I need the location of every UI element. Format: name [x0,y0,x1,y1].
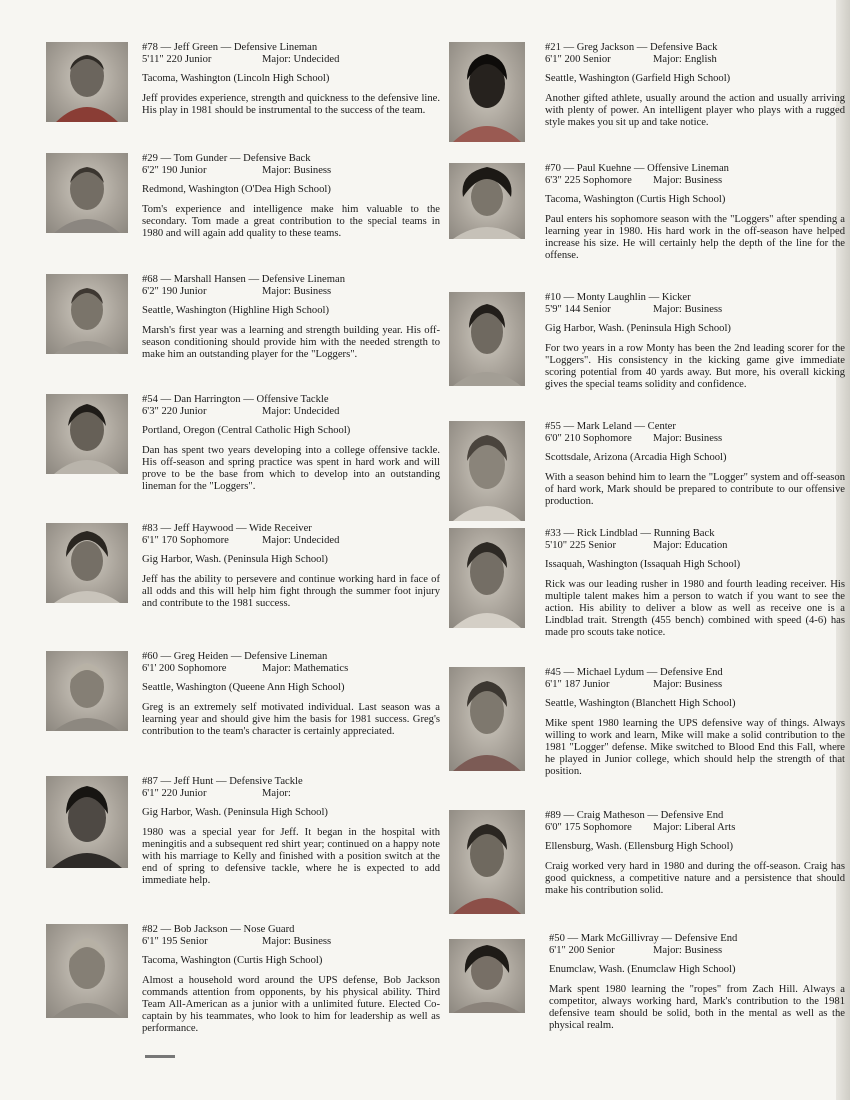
player-heading: #83 — Jeff Haywood — Wide Receiver [142,523,312,534]
player-major: Major: Business [262,286,332,298]
player-heading: #33 — Rick Lindblad — Running Back [545,528,715,539]
player-major: Major: Business [262,165,332,177]
stats-value: 6'1" 170 Sophomore [142,535,229,547]
player-hometown: Seattle, Washington (Blanchett High School) [545,698,736,710]
player-heading: #70 — Paul Kuehne — Offensive Lineman [545,163,729,174]
player-heading: #60 — Greg Heiden — Defensive Lineman [142,651,328,662]
player-description: For two years in a row Monty has been the 2nd leading scorer for the "Loggers". His consistency in the kicking game give immediate scoring potential from 40 yards away. But more, his overall kicking gives the special teams solidity and confidence. [545,342,845,391]
player-hometown: Tacoma, Washington (Lincoln High School) [142,73,330,85]
stats-value: 6'3" 225 Sophomore [545,175,632,187]
player-description: Paul enters his sophomore season with the "Loggers" after spending a learning year in 1980. His hard work in the off-season have helped increase his size. He will certainly help the depth of the line for the offense. [545,213,845,262]
player-description: Tom's experience and intelligence make him valuable to the secondary. Tom made a great contribution to the special teams in 1980 and will again add quality to these teams. [142,203,440,240]
player-portrait-icon [449,939,525,1013]
player-stats [142,54,440,66]
player-major: Major: Business [653,679,723,691]
player-description: Greg is an extremely self motivated individual. Last season was a learning year and should give him the basis for 1981 success. Greg's contribution to the team's character is certainly appreciated. [142,701,440,738]
player-heading: #78 — Jeff Green — Defensive Lineman [142,42,318,53]
player-description: Craig worked very hard in 1980 and during the off-season. Craig has good quickness, a competitive nature and a persistence that should make his contribution solid. [545,860,845,897]
player-stats [545,679,845,691]
page-smudge [145,1055,175,1058]
player-major: Major: Business [653,945,723,957]
player-portrait-icon [46,394,128,474]
player-portrait-icon [449,810,525,914]
player-major: Major: Business [262,936,332,948]
player-stats [545,54,845,66]
player-hometown: Ellensburg, Wash. (Ellensburg High School) [545,841,734,853]
player-description: Dan has spent two years developing into a college offensive tackle. His off-season and spring practice was spent in hard work and will prove to be the base from which to develop into an outstanding lineman for the "Loggers". [142,444,440,493]
player-heading: #29 — Tom Gunder — Defensive Back [142,153,311,164]
player-portrait-icon [46,651,128,731]
player-major: Major: Mathematics [262,663,349,675]
player-hometown: Gig Harbor, Wash. (Peninsula High School) [142,554,328,566]
player-heading: #10 — Monty Laughlin — Kicker [545,292,691,303]
player-major: Major: English [653,54,717,66]
player-major: Major: [262,788,291,800]
player-stats [549,945,845,957]
player-hometown: Gig Harbor, Wash. (Peninsula High School) [142,807,328,819]
stats-value: 6'2" 190 Junior [142,165,207,177]
player-portrait-icon [46,924,128,1018]
player-portrait-icon [46,42,128,122]
player-portrait-icon [449,42,525,142]
player-portrait-icon [449,421,525,521]
player-stats [545,433,845,445]
stats-value: 6'1" 187 Junior [545,679,610,691]
player-photo [449,667,525,771]
player-heading: #68 — Marshall Hansen — Defensive Lineman [142,274,345,285]
player-portrait-icon [449,528,525,628]
player-portrait-icon [449,163,525,239]
player-photo [46,651,128,731]
player-major: Major: Undecided [262,535,340,547]
player-hometown: Portland, Oregon (Central Catholic High School) [142,425,351,437]
player-major: Major: Business [653,304,723,316]
player-photo [46,42,128,122]
stats-value: 6'1" 195 Senior [142,936,208,948]
stats-value: 6'1" 200 Senior [545,54,611,66]
player-photo [46,153,128,233]
stats-value: 6'1" 200 Senior [549,945,615,957]
player-portrait-icon [46,523,128,603]
player-photo [46,274,128,354]
player-heading: #50 — Mark McGillivray — Defensive End [549,933,738,944]
player-stats [545,304,845,316]
player-photo [46,924,128,1018]
player-description: Jeff provides experience, strength and quickness to the defensive line. His play in 1981 should be instrumental to the success of the team. [142,92,440,116]
player-heading: #89 — Craig Matheson — Defensive End [545,810,724,821]
player-heading: #21 — Greg Jackson — Defensive Back [545,42,718,53]
player-description: Almost a household word around the UPS defense, Bob Jackson commands attention from opponents, by his physical ability. Third Team All-American as a junior with a unlimited future. Elected Co-captain by his teammates, who look to him for leadership as well as performance. [142,974,440,1035]
player-heading: #54 — Dan Harrington — Offensive Tackle [142,394,329,405]
stats-value: 6'0" 210 Sophomore [545,433,632,445]
player-heading: #82 — Bob Jackson — Nose Guard [142,924,295,935]
player-stats [142,663,440,675]
stats-value: 6'1" 220 Junior [142,788,207,800]
player-photo [449,42,525,142]
player-photo [449,421,525,521]
player-description: 1980 was a special year for Jeff. It began in the hospital with meningitis and a subsequent red shirt year; continued on a happy note with his marriage to Kelly and finished with a position switch at the end of spring to defensive tackle, where he is expected to add immediate help. [142,826,440,887]
player-photo [46,523,128,603]
player-hometown: Enumclaw, Wash. (Enumclaw High School) [549,964,736,976]
player-stats [142,286,440,298]
player-description: Mark spent 1980 learning the "ropes" from Zach Hill. Always a competitor, always working hard, Mark's contribution to the 1981 defensive team should be solid, both in the mental as well as the physical realm. [549,983,845,1032]
player-portrait-icon [46,776,128,868]
player-description: Jeff has the ability to persevere and continue working hard in face of all odds and this will help him fight through the summer foot injury and contribute to the 1981 success. [142,573,440,610]
player-portrait-icon [46,153,128,233]
player-photo [449,528,525,628]
player-stats [142,406,440,418]
player-photo [449,939,525,1013]
player-photo [46,394,128,474]
player-stats [545,822,845,834]
player-stats [545,175,845,187]
player-heading: #55 — Mark Leland — Center [545,421,676,432]
player-description: Mike spent 1980 learning the UPS defensive way of things. Always willing to work and learn, Mike will make a solid contribution to the 1981 "Logger" defense. Mike switched to Blood End this Fall, where he played in Junior college, which should help the strength of that position. [545,717,845,778]
player-description: Marsh's first year was a learning and strength building year. His off-season conditioning should provide him with the needed strength to make him an outstanding player for the "Loggers". [142,324,440,361]
player-hometown: Seattle, Washington (Queene Ann High School) [142,682,345,694]
player-hometown: Issaquah, Washington (Issaquah High School) [545,559,741,571]
player-hometown: Tacoma, Washington (Curtis High School) [545,194,726,206]
player-portrait-icon [449,292,525,386]
player-major: Major: Education [653,540,728,552]
player-hometown: Seattle, Washington (Highline High School) [142,305,329,317]
player-portrait-icon [46,274,128,354]
stats-value: 6'1' 200 Sophomore [142,663,227,675]
player-stats [142,936,440,948]
player-photo [449,292,525,386]
player-description: Another gifted athlete, usually around the action and usually arriving with plenty of power. An intelligent player who plays with a rugged style makes you sit up and take notice. [545,92,845,129]
player-stats [142,535,440,547]
player-hometown: Redmond, Washington (O'Dea High School) [142,184,331,196]
player-hometown: Tacoma, Washington (Curtis High School) [142,955,323,967]
stats-value: 5'11" 220 Junior [142,54,212,66]
player-hometown: Scottsdale, Arizona (Arcadia High School) [545,452,727,464]
player-major: Major: Undecided [262,406,340,418]
stats-value: 5'10" 225 Senior [545,540,616,552]
stats-value: 5'9" 144 Senior [545,304,611,316]
player-photo [46,776,128,868]
stats-value: 6'0" 175 Sophomore [545,822,632,834]
player-stats [142,788,440,800]
player-stats [142,165,440,177]
player-description: With a season behind him to learn the "Logger" system and off-season of hard work, Mark should be prepared to contribute to our offensive production. [545,471,845,508]
player-photo [449,810,525,914]
player-heading: #87 — Jeff Hunt — Defensive Tackle [142,776,303,787]
player-hometown: Gig Harbor, Wash. (Peninsula High School) [545,323,731,335]
player-major: Major: Business [653,175,723,187]
stats-value: 6'3" 220 Junior [142,406,207,418]
player-major: Major: Undecided [262,54,340,66]
player-stats [545,540,845,552]
player-description: Rick was our leading rusher in 1980 and fourth leading receiver. His multiple talent makes him a person to watch if you want to see the action. His ability to deliver a blow as well as receive one is a Lindblad trait. Strength (455 bench) combined with speed (4-6) has made pro scouts take notice. [545,578,845,639]
player-major: Major: Liberal Arts [653,822,736,834]
player-hometown: Seattle, Washington (Garfield High School) [545,73,731,85]
player-heading: #45 — Michael Lydum — Defensive End [545,667,723,678]
player-photo [449,163,525,239]
player-portrait-icon [449,667,525,771]
stats-value: 6'2" 190 Junior [142,286,207,298]
player-major: Major: Business [653,433,723,445]
